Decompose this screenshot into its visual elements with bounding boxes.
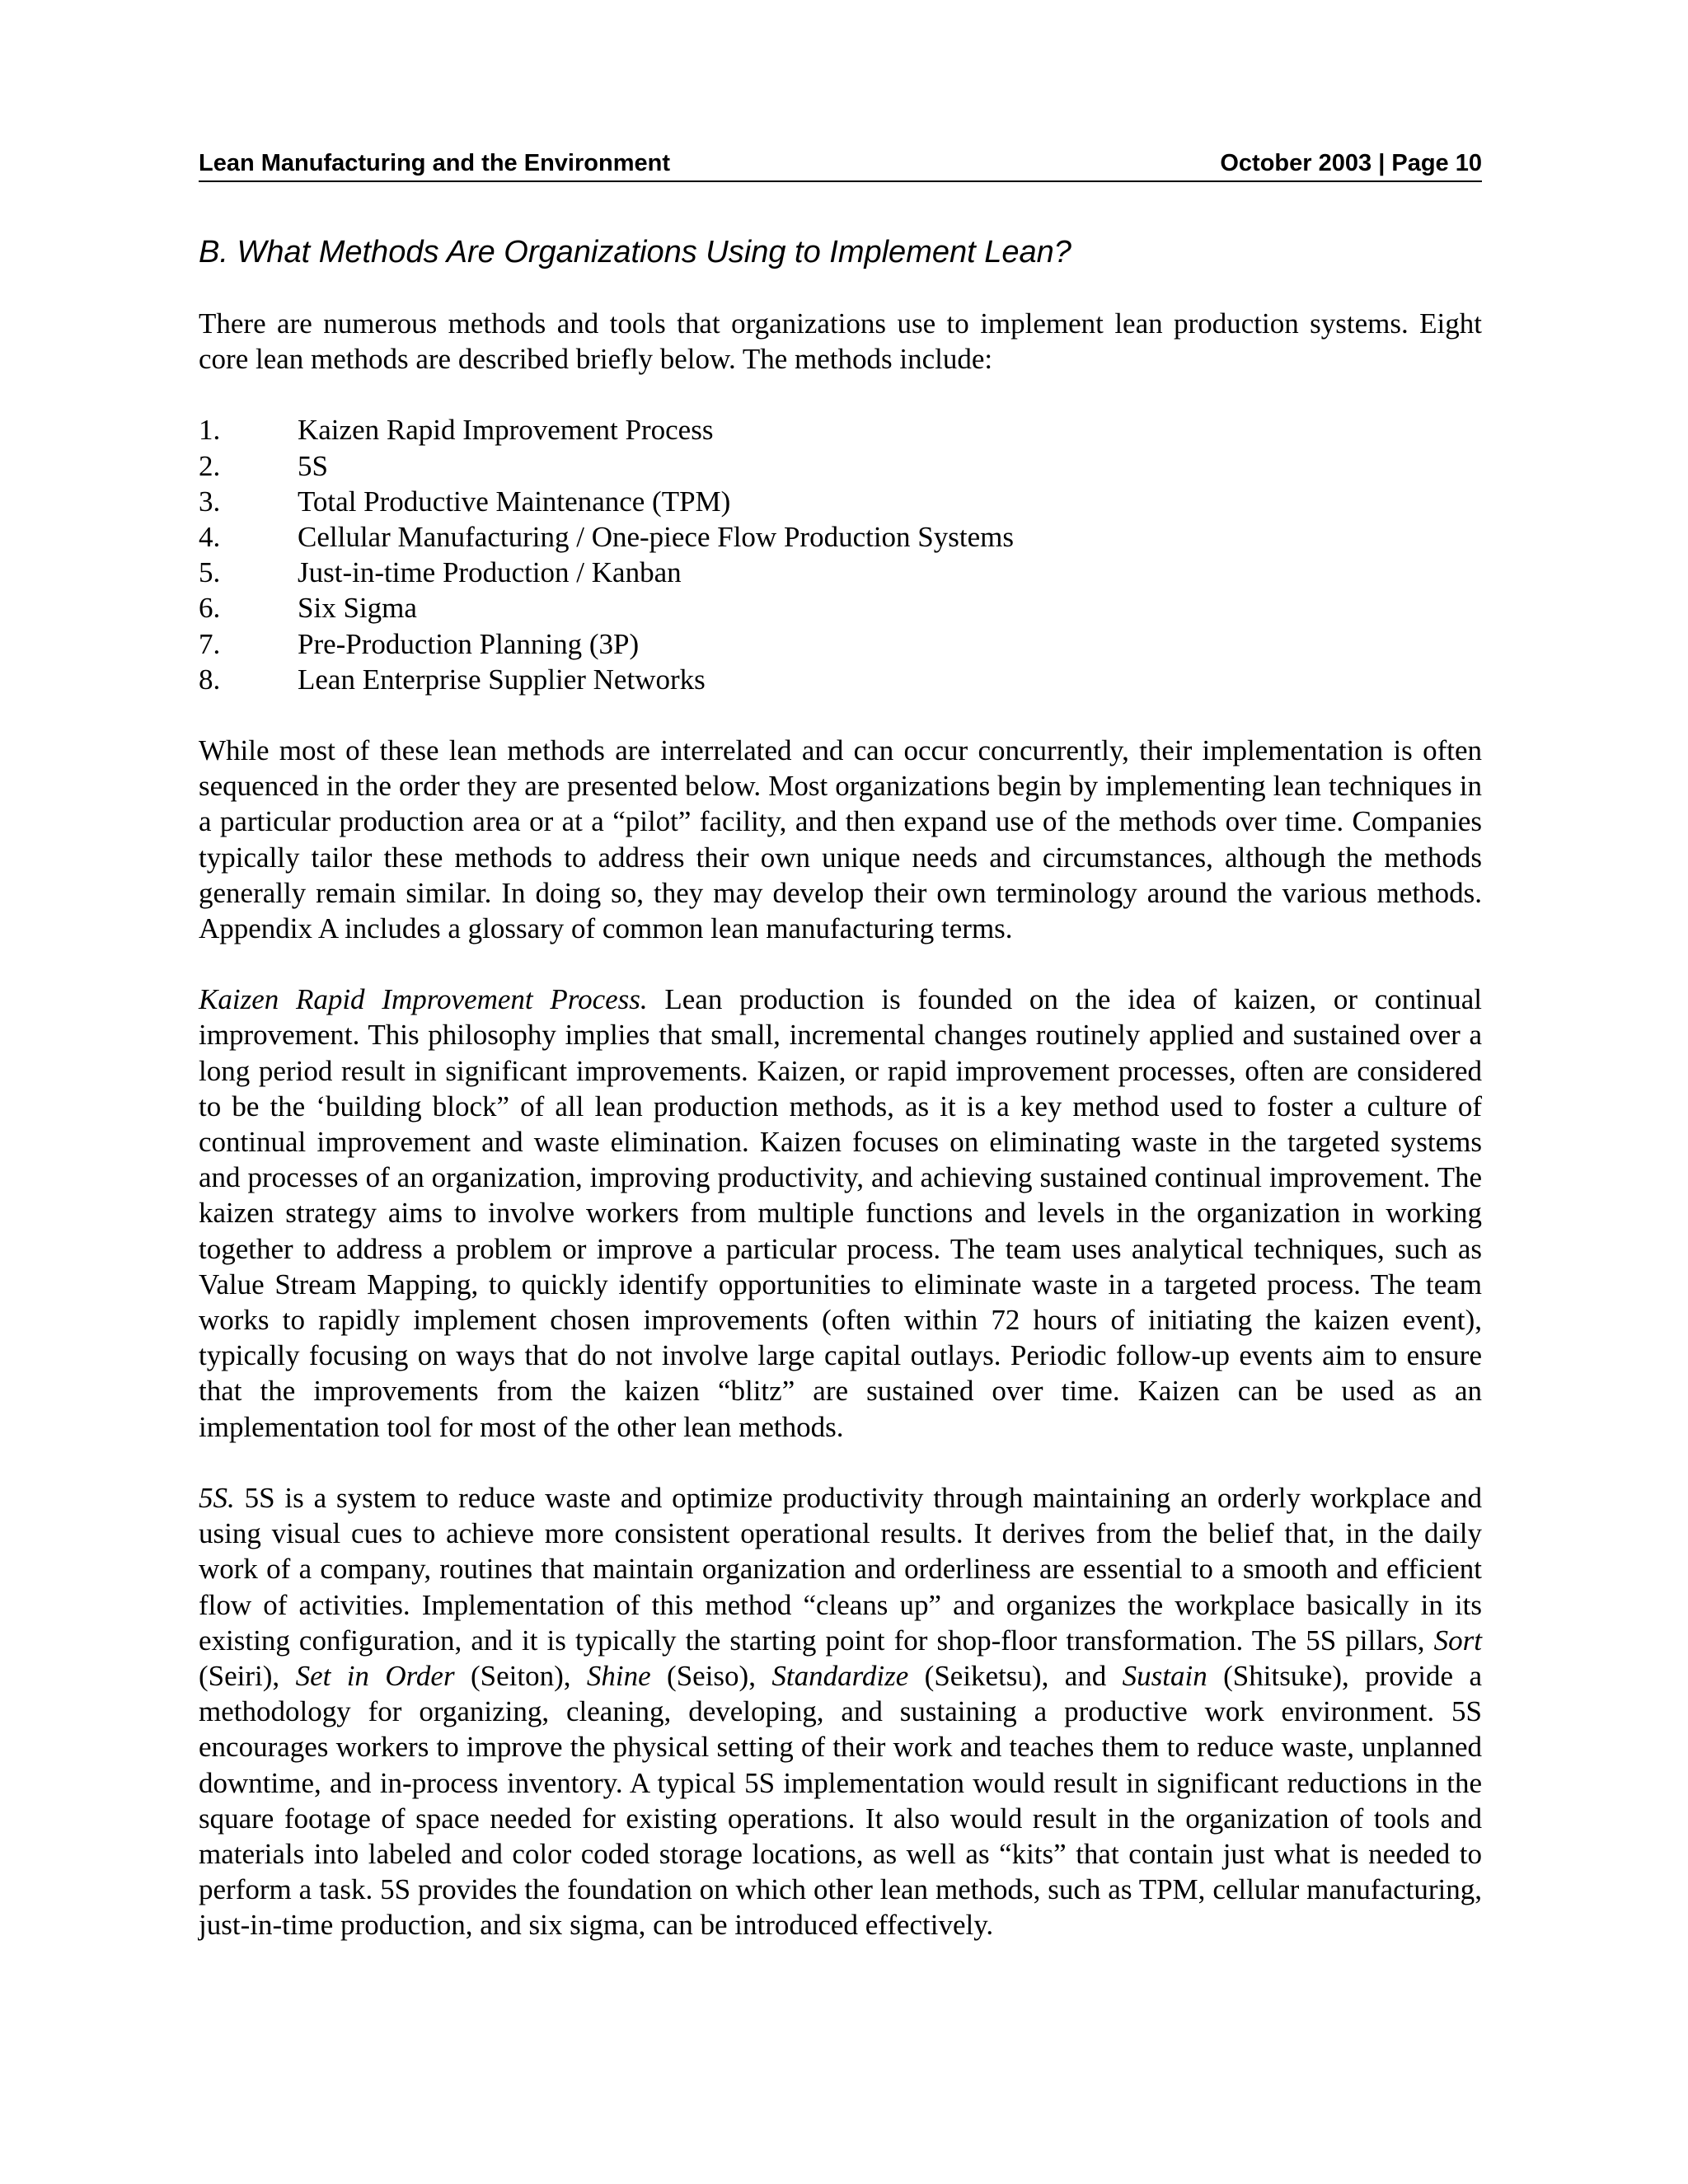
pillar-set-in-order-jp: (Seiton), xyxy=(454,1659,587,1692)
kaizen-paragraph xyxy=(199,982,1482,1445)
list-item-label: 5S xyxy=(298,449,328,482)
list-item xyxy=(199,555,1482,590)
pillar-sustain: Sustain xyxy=(1122,1659,1207,1692)
list-item xyxy=(199,626,1482,662)
kaizen-lead-in: Kaizen Rapid Improvement Process. xyxy=(199,983,648,1016)
list-item-number: 6. xyxy=(199,592,221,625)
list-item-number: 3. xyxy=(199,485,221,518)
fives-text-2: , provide a methodology for organizing, cleaning, developing, and sustaining a productive work environment. 5S encourages workers to improve the physical setting of their work and teaches them to reduce waste, unplanned downtime, and in-process inventory. A typical 5S implementation would result in significant reductions in the square footage of space needed for existing operations. It also would result in the organization of tools and materials into labeled and color coded storage locations, as well as “kits” that contain just what is needed to perform a task. 5S provides the foundation on which other lean methods, such as TPM, cellular manufacturing, just-in-time production, and six sigma, can be introduced effectively. xyxy=(199,1659,1482,1942)
list-item xyxy=(199,412,1482,448)
list-item xyxy=(199,484,1482,519)
pillar-sort-jp: (Seiri), xyxy=(199,1659,296,1692)
intro-paragraph: There are numerous methods and tools that organizations use to implement lean production systems. Eight core lean methods are described briefly below. The methods include: xyxy=(199,307,1482,376)
header-date-page: October 2003 | Page 10 xyxy=(1220,150,1482,176)
pillar-set-in-order: Set in Order xyxy=(295,1659,455,1692)
list-item-label: Total Productive Maintenance (TPM) xyxy=(298,485,731,518)
list-item-label: Cellular Manufacturing / One-piece Flow Production Systems xyxy=(298,521,1015,554)
fives-paragraph xyxy=(199,1480,1482,1943)
list-item-number: 8. xyxy=(199,663,221,696)
list-item-label: Kaizen Rapid Improvement Process xyxy=(298,414,714,447)
list-item xyxy=(199,662,1482,697)
list-item-label: Lean Enterprise Supplier Networks xyxy=(298,663,706,696)
list-item-number: 2. xyxy=(199,449,221,482)
pillar-standardize: Standardize xyxy=(771,1659,909,1692)
pillar-shine-jp: (Seiso), xyxy=(650,1659,772,1692)
pillar-shine: Shine xyxy=(586,1659,651,1692)
list-item-number: 7. xyxy=(199,627,221,660)
pillar-sort: Sort xyxy=(1433,1624,1482,1657)
document-page xyxy=(199,148,1482,1943)
section-title: B. What Methods Are Organizations Using to Implement Lean? xyxy=(199,235,1071,269)
sequence-paragraph: While most of these lean methods are interrelated and can occur concurrently, their implementation is often sequenced in the order they are presented below. Most organizations begin by implementing lean techniques in a particular production area or at a “pilot” facility, and then expand use of the methods over time. Companies typically tailor these methods to address their own unique needs and circumstances, although the methods generally remain similar. In doing so, they may develop their own terminology around the various methods. Appendix A includes a glossary of common lean manufacturing terms. xyxy=(199,734,1482,945)
body-text xyxy=(199,306,1482,1943)
list-item-label: Just-in-time Production / Kanban xyxy=(298,556,682,589)
fives-lead-in: 5S. xyxy=(199,1481,235,1514)
list-item-number: 4. xyxy=(199,521,221,554)
header-title: Lean Manufacturing and the Environment xyxy=(199,150,670,176)
fives-text-1: 5S is a system to reduce waste and optimize productivity through maintaining an orderly workplace and using visual cues to achieve more consistent operational results. It derives from the belief that, in the daily work of a company, routines that maintain organization and orderliness are essential to a smooth and efficient flow of activities. Implementation of this method “cleans up” and organizes the workplace basically in its existing configuration, and it is typically the starting point for shop-floor transformation. The 5S pillars, xyxy=(199,1481,1482,1657)
list-item xyxy=(199,590,1482,626)
pillar-sustain-jp: (Shitsuke) xyxy=(1207,1659,1343,1692)
methods-list xyxy=(199,412,1482,697)
list-item xyxy=(199,448,1482,484)
list-item-number: 5. xyxy=(199,556,221,589)
list-item-number: 1. xyxy=(199,414,221,447)
list-item-label: Six Sigma xyxy=(298,592,417,625)
running-header xyxy=(199,148,1482,182)
kaizen-text: Lean production is founded on the idea of kaizen, or continual improvement. This philosophy implies that small, incremental changes routinely applied and sustained over a long period result in significant improvements. Kaizen, or rapid improvement processes, often are considered to be the ‘building block” of all lean production methods, as it is a key method used to foster a culture of continual improvement and waste elimination. Kaizen focuses on eliminating waste in the targeted systems and processes of an organization, improving productivity, and achieving sustained continual improvement. The kaizen strategy aims to involve workers from multiple functions and levels in the organization in working together to address a problem or improve a particular process. The team uses analytical techniques, such as Value Stream Mapping, to quickly identify opportunities to eliminate waste in a targeted process. The team works to rapidly implement chosen improvements (often within 72 hours of initiating the kaizen event), typically focusing on ways that do not involve large capital outlays. Periodic follow-up events aim to ensure that the improvements from the kaizen “blitz” are sustained over time. Kaizen can be used as an implementation tool for most of the other lean methods. xyxy=(199,983,1482,1443)
pillar-standardize-jp: (Seiketsu), and xyxy=(908,1659,1123,1692)
list-item xyxy=(199,519,1482,555)
list-item-label: Pre-Production Planning (3P) xyxy=(298,627,640,660)
